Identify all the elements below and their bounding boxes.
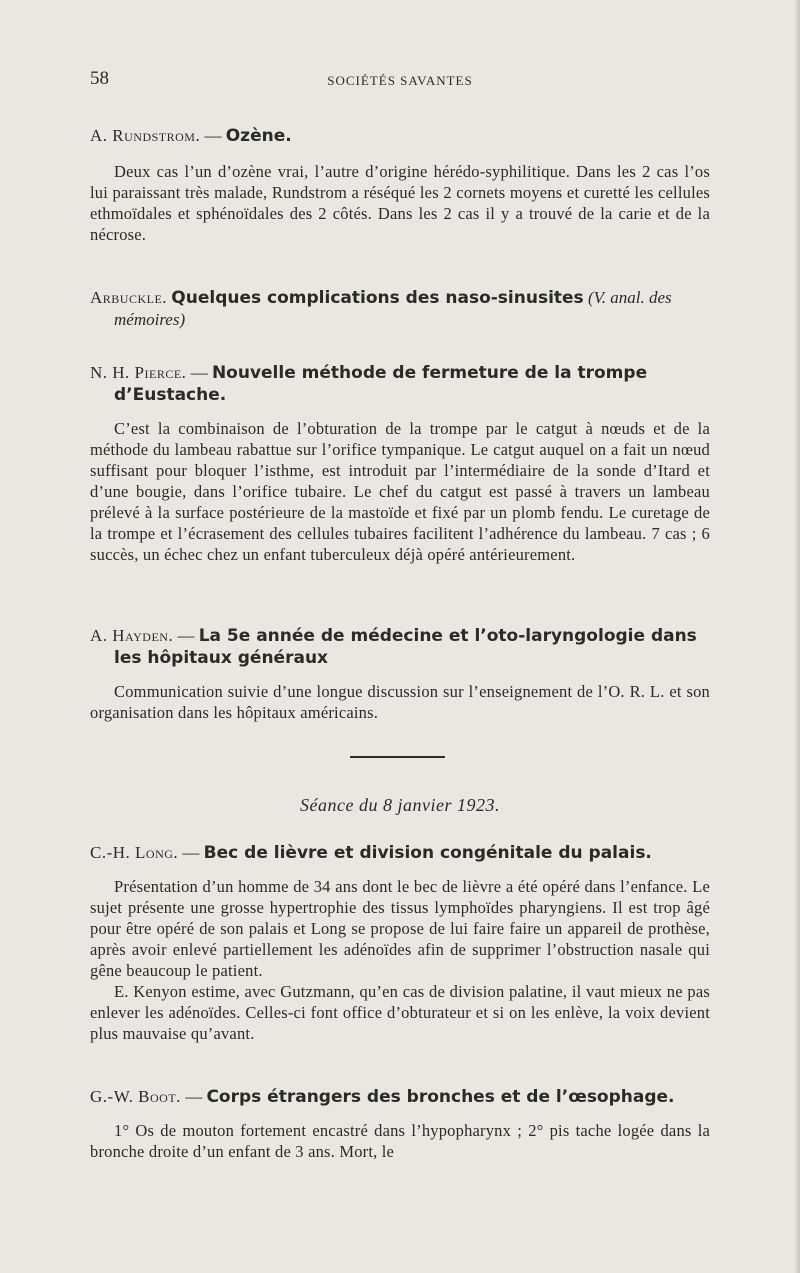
entry-heading: A. Hayden. — La 5e année de médecine et l’oto-laryngologie dans les hôpitaux généraux <box>90 626 697 668</box>
entry-long <box>90 842 710 1044</box>
session-date-heading: Séance du 8 janvier 1923. <box>300 795 500 815</box>
entry-body: Communication suivie d’une longue discussion sur l’enseignement de l’O. R. L. et son organisation dans les hôpitaux américains. <box>90 682 710 722</box>
entry-author: N. H. Pierce. <box>90 363 187 382</box>
entry-title: Quelques complications des naso-sinusites <box>171 288 584 308</box>
running-head: SOCIÉTÉS SAVANTES <box>327 73 473 88</box>
entry-author: G.-W. Boot. <box>90 1087 181 1106</box>
entry-title: La 5e année de médecine et l’oto-laryngologie dans les hôpitaux généraux <box>114 626 697 668</box>
entry-rundstrom <box>90 125 710 245</box>
entry-author: Arbuckle. <box>90 288 168 307</box>
entry-title: Ozène. <box>225 126 292 146</box>
entry-hayden <box>90 625 710 723</box>
entry-body: Présentation d’un homme de 34 ans dont le bec de lièvre a été opéré dans l’enfance. Le sujet présente une grosse hypertrophie des tissus lymphoïdes pharyngiens. Il est trop âgé pour être opéré de son palais et Long se propose de lui faire faire un appareil de prothèse, après avoir enlevé partiellement les adénoïdes afin de supprimer l’obstruction nasale qui gêne beaucoup le patient. E. Kenyon estime, avec Gutzmann, qu’en cas de division palatine, il vaut mieux ne pas enlever les adénoïdes. Celles-ci font office d’obturateur et si on les enlève, la voix devient plus mauvaise qu’avant. <box>90 877 710 1043</box>
entry-heading: G.-W. Boot. — Corps étrangers des bronches et de l’œsophage. <box>90 1087 675 1107</box>
entry-heading: C.-H. Long. — Bec de lièvre et division congénitale du palais. <box>90 843 652 863</box>
entry-arbuckle <box>90 287 710 331</box>
entry-pierce <box>90 362 710 565</box>
entry-body: Deux cas l’un d’ozène vrai, l’autre d’origine hérédo-syphilitique. Dans les 2 cas l’os lui paraissant très malade, Rundstrom a réséqué les 2 cornets moyens et curetté les cellules ethmoïdales et sphénoïdales des 2 côtés. Dans les 2 cas il y a trouvé de la carie et de la nécrose. <box>90 162 710 244</box>
page-edge-shadow <box>794 0 800 1273</box>
entry-body: 1° Os de mouton fortement encastré dans l’hypopharynx ; 2° pis tache logée dans la bronche droite d’un enfant de 3 ans. Mort, le <box>90 1121 710 1161</box>
entry-note: (V. anal. des mémoires) <box>114 288 672 329</box>
entry-body: C’est la combinaison de l’obturation de la trompe par le catgut à nœuds et de la méthode du lambeau rabattue sur l’orifice tympanique. Le catgut auquel on a fait un nœud suffisant pour bloquer l’isthme, est introduit par l’intermédiaire de la sonde d’Itard et d’une bougie, dans l’orifice tubaire. Le chef du catgut est passé à travers un lambeau prélevé à la surface postérieure de la mastoïde et fixé par un plomb fendu. Le curetage de la trompe et l’écrasement des cellules tubaires facilitent l’adhérence du lambeau. 7 cas ; 6 succès, un échec chez un enfant tuberculeux déjà opéré antérieurement. <box>90 419 710 564</box>
page-number: 58 <box>90 68 109 89</box>
entry-author: C.-H. Long. <box>90 843 179 862</box>
entry-author: A. Rundstrom. <box>90 126 201 145</box>
entry-title: Corps étrangers des bronches et de l’œsophage. <box>206 1087 675 1107</box>
entry-heading <box>90 287 710 331</box>
section-divider <box>350 756 445 758</box>
entry-title: Nouvelle méthode de fermeture de la trompe d’Eustache. <box>114 363 648 405</box>
entry-boot <box>90 1086 710 1162</box>
entry-heading: N. H. Pierce. — Nouvelle méthode de fermeture de la trompe d’Eustache. <box>90 363 648 405</box>
entry-title: Bec de lièvre et division congénitale du palais. <box>203 843 652 863</box>
entry-author: A. Hayden. <box>90 626 174 645</box>
entry-heading: A. Rundstrom. — Ozène. <box>90 126 292 146</box>
